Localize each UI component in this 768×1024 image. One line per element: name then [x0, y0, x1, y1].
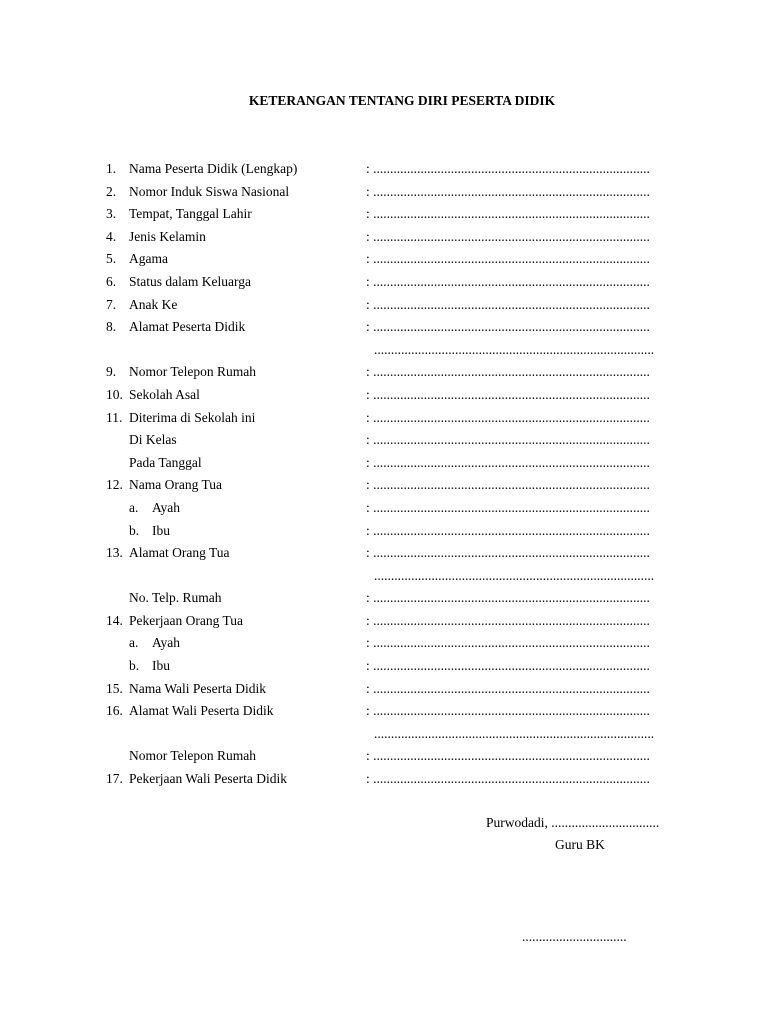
- form-field-label: Ibu: [152, 522, 170, 538]
- form-field-number: a.: [129, 499, 139, 515]
- form-field-number: 9.: [106, 364, 117, 380]
- form-field-label: Jenis Kelamin: [129, 228, 206, 244]
- form-field-blank: : ..................................................................................: [366, 319, 650, 335]
- form-field-row: [0, 700, 768, 723]
- form-field-blank: : ..................................................................................: [366, 161, 650, 176]
- form-field-number: 16.: [106, 703, 123, 719]
- signature-name-line: ...............................: [522, 929, 627, 944]
- form-field-list: [0, 158, 768, 791]
- form-field-row: [0, 429, 768, 452]
- form-field-label: Alamat Orang Tua: [129, 545, 230, 561]
- form-field-row: [0, 181, 768, 204]
- form-field-blank: : ..................................................................................: [366, 228, 650, 244]
- form-field-number: 17.: [106, 771, 123, 787]
- form-field-blank: : ..................................................................................: [366, 522, 650, 538]
- form-field-label: Sekolah Asal: [129, 386, 200, 402]
- form-field-blank: : ..................................................................................: [366, 499, 650, 515]
- form-field-row: [0, 294, 768, 317]
- form-field-blank: : ..................................................................................: [366, 590, 650, 606]
- form-field-number: 15.: [106, 680, 123, 696]
- form-field-number: 13.: [106, 545, 123, 561]
- form-field-row: [0, 655, 768, 678]
- form-field-blank: : ..................................................................................: [366, 748, 650, 764]
- form-field-blank: ...................................................................................: [374, 725, 655, 741]
- form-field-row: [0, 474, 768, 497]
- form-field-row: [0, 361, 768, 384]
- form-field-label: Nomor Telepon Rumah: [129, 748, 257, 764]
- form-field-continuation: [0, 339, 768, 362]
- form-field-number: 12.: [106, 477, 123, 493]
- form-field-blank: : ..................................................................................: [366, 477, 650, 493]
- form-field-label: Pekerjaan Orang Tua: [129, 612, 243, 628]
- form-field-label: Pada Tanggal: [129, 454, 202, 470]
- form-field-number: 1.: [106, 161, 117, 176]
- form-field-row: [0, 203, 768, 226]
- form-field-row: [0, 452, 768, 475]
- form-field-row: [0, 587, 768, 610]
- form-field-blank: : ..................................................................................: [366, 183, 650, 199]
- form-field-label: Alamat Wali Peserta Didik: [129, 703, 274, 719]
- form-field-blank: : ..................................................................................: [366, 545, 650, 561]
- form-field-number: b.: [129, 522, 140, 538]
- form-field-row: [0, 316, 768, 339]
- form-field-row: [0, 520, 768, 543]
- form-field-continuation: [0, 565, 768, 588]
- form-field-blank: ...................................................................................: [374, 567, 655, 583]
- form-field-number: 4.: [106, 228, 117, 244]
- form-field-label: No. Telp. Rumah: [129, 590, 222, 606]
- form-field-label: Nama Wali Peserta Didik: [129, 680, 267, 696]
- form-field-number: 7.: [106, 296, 117, 312]
- form-field-number: 2.: [106, 183, 117, 199]
- form-field-blank: ...................................................................................: [374, 341, 655, 357]
- form-field-label: Di Kelas: [129, 432, 177, 448]
- form-field-row: [0, 384, 768, 407]
- form-field-label: Nomor Induk Siswa Nasional: [129, 183, 290, 199]
- form-field-row: [0, 678, 768, 701]
- form-field-continuation: [0, 723, 768, 746]
- form-field-number: 8.: [106, 319, 117, 335]
- form-field-label: Status dalam Keluarga: [129, 273, 251, 289]
- form-field-row: [0, 248, 768, 271]
- form-field-label: Diterima di Sekolah ini: [129, 409, 256, 425]
- form-field-number: 14.: [106, 612, 123, 628]
- form-field-number: 5.: [106, 251, 117, 267]
- form-field-blank: : ..................................................................................: [366, 364, 650, 380]
- form-field-number: a.: [129, 635, 139, 651]
- form-field-number: 6.: [106, 273, 117, 289]
- form-field-label: Pekerjaan Wali Peserta Didik: [129, 771, 287, 787]
- form-field-label: Alamat Peserta Didik: [129, 319, 246, 335]
- form-field-blank: : ..................................................................................: [366, 771, 650, 787]
- form-field-row: [0, 768, 768, 791]
- form-field-blank: : ..................................................................................: [366, 680, 650, 696]
- form-field-blank: : ..................................................................................: [366, 612, 650, 628]
- form-field-number: b.: [129, 658, 140, 674]
- form-field-number: 10.: [106, 386, 123, 402]
- form-field-label: Agama: [129, 251, 168, 267]
- form-field-label: Tempat, Tanggal Lahir: [129, 206, 252, 222]
- form-field-number: 3.: [106, 206, 117, 222]
- form-field-label: Ayah: [152, 499, 181, 515]
- form-field-blank: : ..................................................................................: [366, 206, 650, 222]
- form-field-blank: : ..................................................................................: [366, 703, 650, 719]
- document-title: KETERANGAN TENTANG DIRI PESERTA DIDIK: [248, 93, 556, 108]
- form-field-row: [0, 542, 768, 565]
- form-field-blank: : ..................................................................................: [366, 386, 650, 402]
- form-field-number: 11.: [106, 409, 123, 425]
- form-field-blank: : ..................................................................................: [366, 635, 650, 651]
- form-field-label: Nomor Telepon Rumah: [129, 364, 257, 380]
- form-field-blank: : ..................................................................................: [366, 658, 650, 674]
- form-field-row: [0, 226, 768, 249]
- form-field-row: [0, 610, 768, 633]
- form-field-blank: : ..................................................................................: [366, 432, 650, 448]
- form-field-row: [0, 745, 768, 768]
- form-field-blank: : ..................................................................................: [366, 454, 650, 470]
- form-field-row: [0, 158, 768, 181]
- form-field-row: [0, 271, 768, 294]
- signature-place-date: Purwodadi, ................................: [486, 815, 660, 830]
- form-field-label: Ibu: [152, 658, 170, 674]
- form-field-blank: : ..................................................................................: [366, 409, 650, 425]
- form-field-blank: : ..................................................................................: [366, 273, 650, 289]
- form-field-label: Nama Peserta Didik (Lengkap): [129, 161, 298, 176]
- form-field-row: [0, 497, 768, 520]
- form-field-label: Ayah: [152, 635, 181, 651]
- form-field-row: [0, 407, 768, 430]
- signature-role: Guru BK: [555, 837, 605, 852]
- form-field-blank: : ..................................................................................: [366, 296, 650, 312]
- form-field-label: Anak Ke: [129, 296, 178, 312]
- form-field-row: [0, 632, 768, 655]
- form-field-label: Nama Orang Tua: [129, 477, 222, 493]
- form-field-blank: : ..................................................................................: [366, 251, 650, 267]
